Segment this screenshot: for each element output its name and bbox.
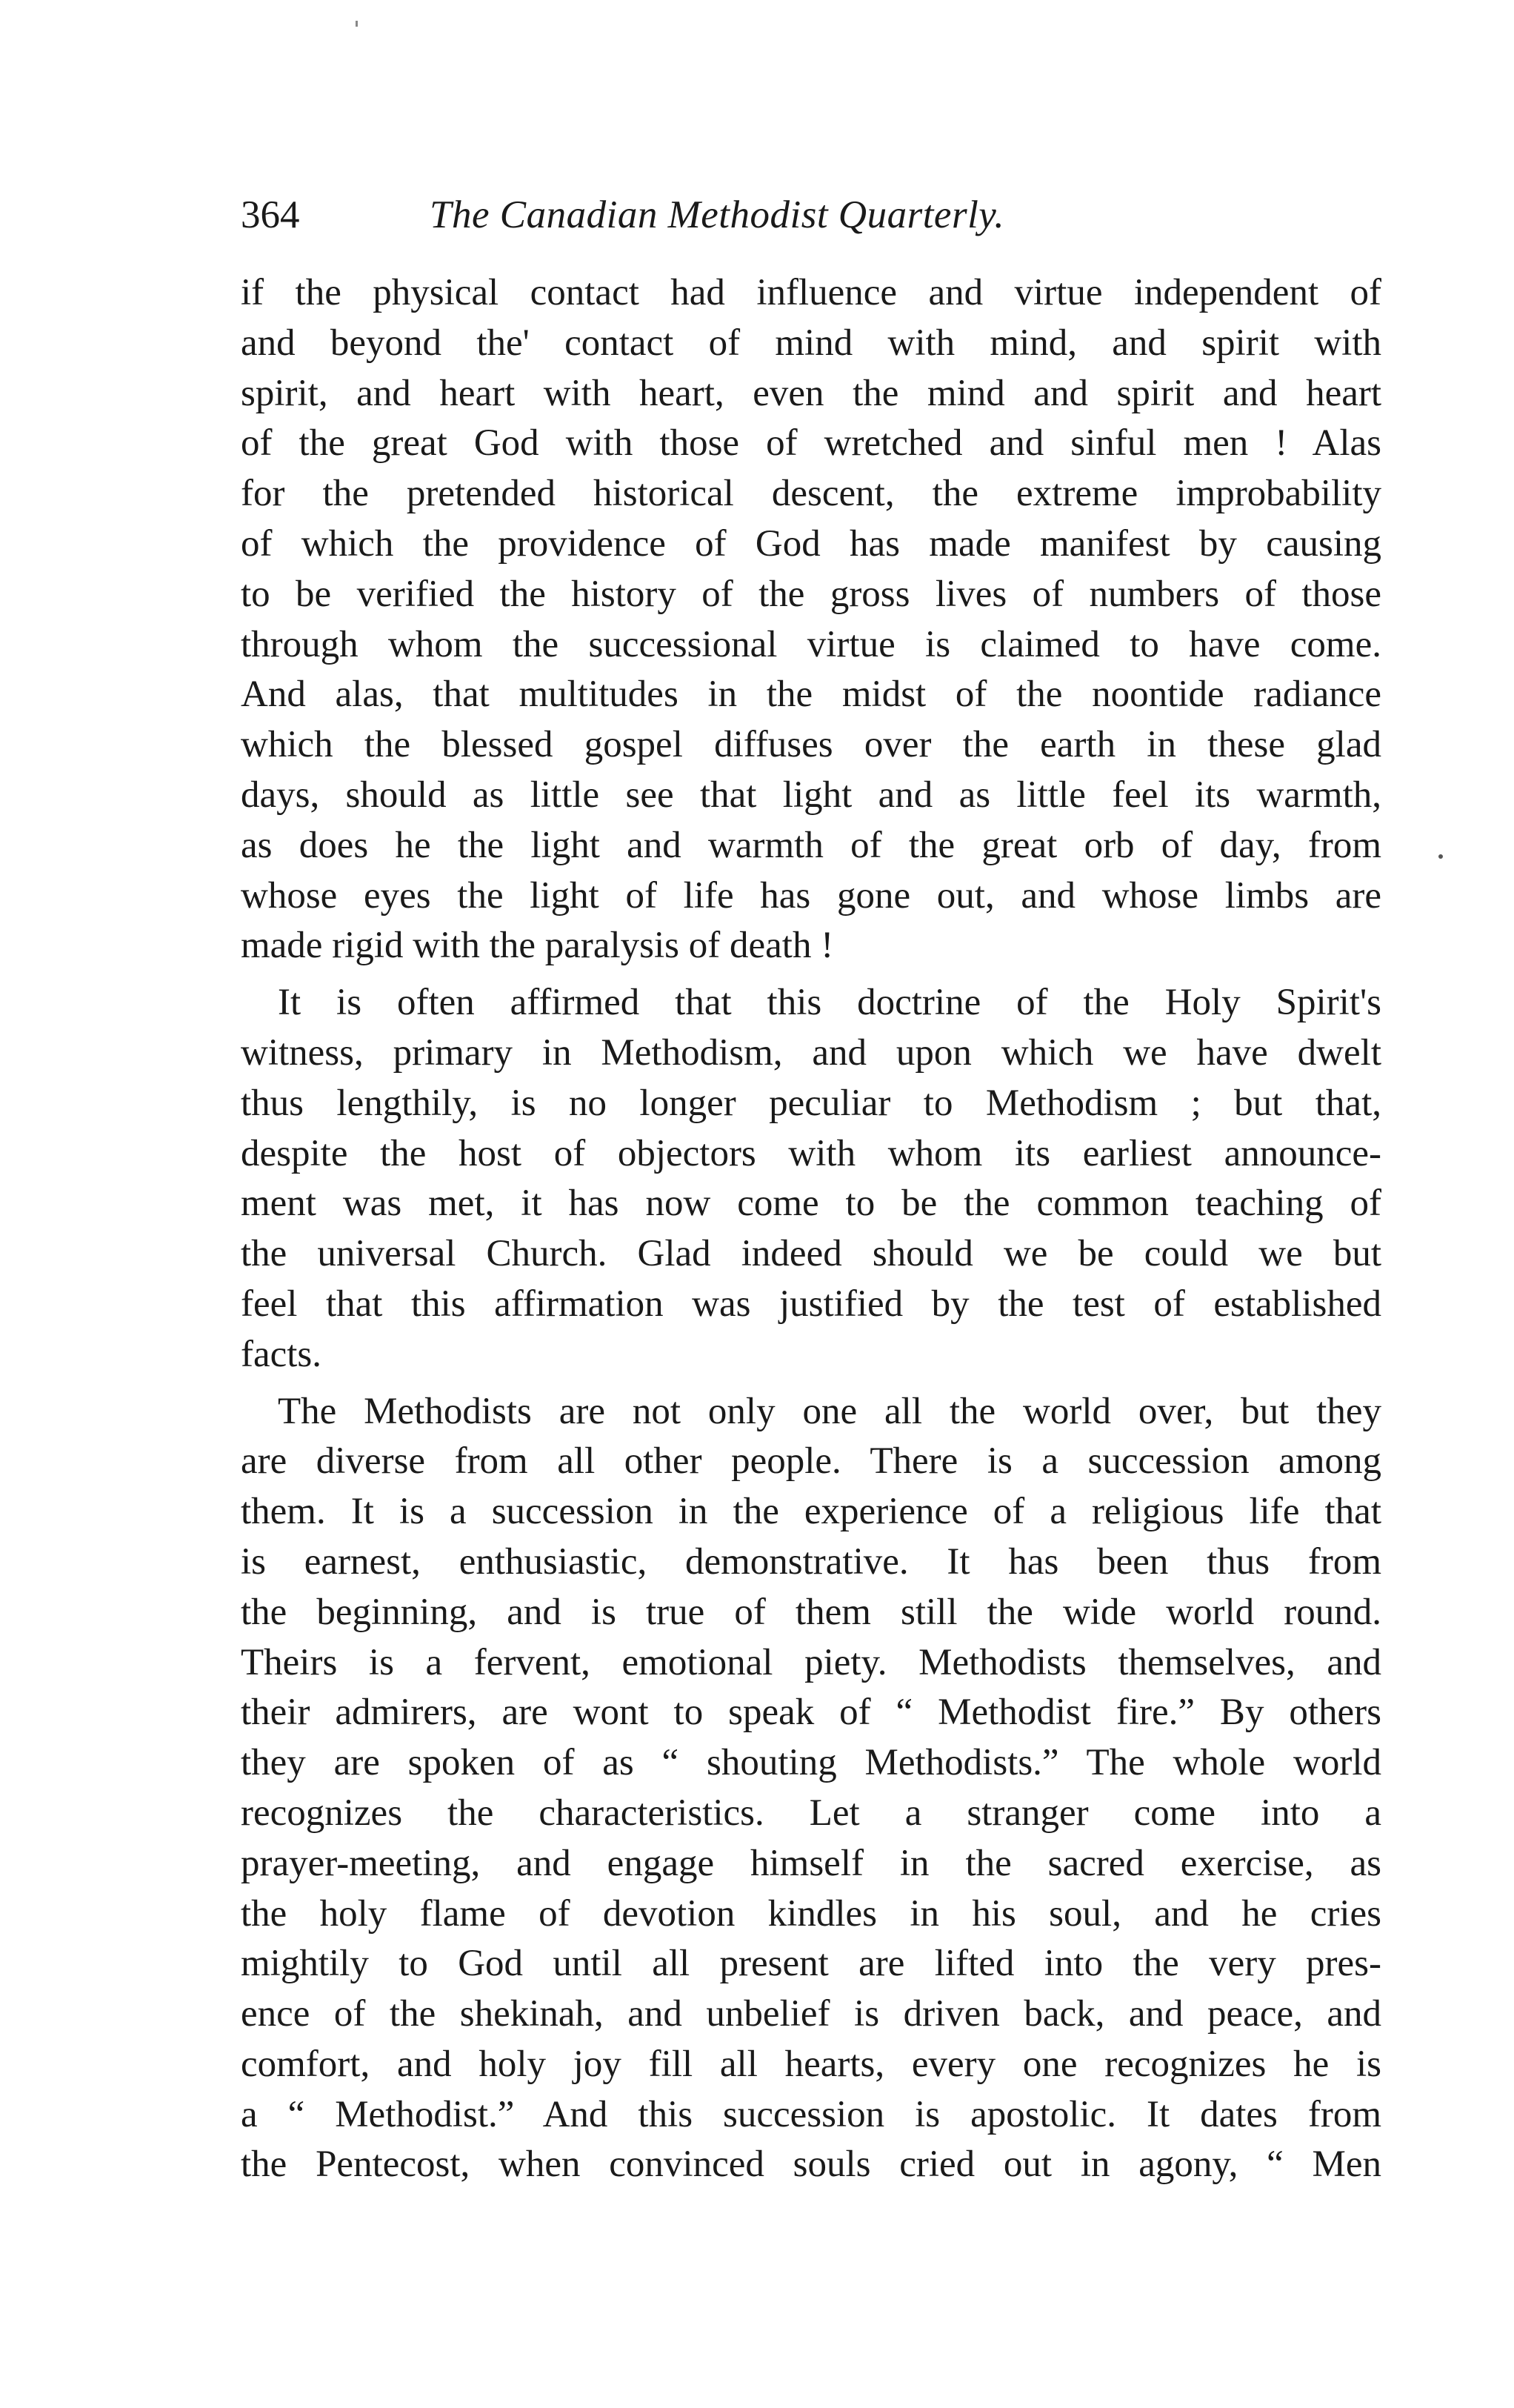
text-line: they are spoken of as “ shouting Methodists.” The whole world bbox=[241, 1742, 1381, 1784]
paragraph-continued bbox=[241, 871, 1381, 922]
text-line: their admirers, are wont to speak of “ Methodist fire.” By others bbox=[241, 1692, 1381, 1734]
paragraph-3 bbox=[241, 1638, 1381, 1689]
paragraph-3 bbox=[241, 1839, 1381, 1889]
text-line: which the blessed gospel diffuses over the earth in these glad bbox=[241, 724, 1381, 766]
text-line: And alas, that multitudes in the midst of the noontide radiance bbox=[241, 673, 1381, 716]
text-line: for the pretended historical descent, the extreme improbability bbox=[241, 473, 1381, 515]
paragraph-3 bbox=[241, 1989, 1381, 2040]
text-line: comfort, and holy joy fill all hearts, every one recognizes he is bbox=[241, 2043, 1381, 2085]
text-line: despite the host of objectors with whom its earliest announce- bbox=[241, 1132, 1381, 1174]
text-line: them. It is a succession in the experience of a religious life that bbox=[241, 1491, 1381, 1533]
paragraph-3 bbox=[241, 1789, 1381, 1839]
paragraph-continued bbox=[241, 419, 1381, 469]
paragraph-3 bbox=[241, 1537, 1381, 1588]
paragraph-2 bbox=[241, 1079, 1381, 1129]
paragraph-3 bbox=[241, 1889, 1381, 1940]
text-line: The Methodists are not only one all the world over, but they bbox=[278, 1390, 1381, 1432]
text-line: facts. bbox=[241, 1333, 322, 1375]
paragraph-3 bbox=[241, 1688, 1381, 1738]
paragraph-3 bbox=[241, 1738, 1381, 1789]
paragraph-continued bbox=[241, 620, 1381, 671]
text-line: recognizes the characteristics. Let a stranger come into a bbox=[241, 1792, 1381, 1834]
paragraph-2 bbox=[241, 1028, 1381, 1079]
paragraph-continued bbox=[241, 570, 1381, 620]
body-text bbox=[241, 268, 1381, 2190]
text-line: to be verified the history of the gross lives of numbers of those bbox=[241, 573, 1381, 615]
paragraph-continued bbox=[241, 519, 1381, 570]
text-line: as does he the light and warmth of the great orb of day, from bbox=[241, 824, 1381, 866]
text-line: and beyond the' contact of mind with mind, and spirit with bbox=[241, 322, 1381, 364]
text-line: the universal Church. Glad indeed should we be could we but bbox=[241, 1233, 1381, 1275]
paragraph-2 bbox=[241, 1129, 1381, 1180]
paragraph-3 bbox=[241, 2040, 1381, 2090]
text-line: of which the providence of God has made manifest by causing bbox=[241, 522, 1381, 565]
margin-speck bbox=[1438, 854, 1443, 859]
text-line: the Pentecost, when convinced souls cried out in agony, “ Men bbox=[241, 2143, 1381, 2186]
text-line: the holy flame of devotion kindles in his soul, and he cries bbox=[241, 1892, 1381, 1935]
text-line: ence of the shekinah, and unbelief is driven back, and peace, and bbox=[241, 1993, 1381, 2035]
paragraph-2 bbox=[241, 1330, 1381, 1380]
text-line: days, should as little see that light and as little feel its warmth, bbox=[241, 774, 1381, 816]
text-line: the beginning, and is true of them still the wide world round. bbox=[241, 1591, 1381, 1633]
text-line: It is often affirmed that this doctrine of the Holy Spirit's bbox=[278, 982, 1381, 1024]
text-line: made rigid with the paralysis of death ! bbox=[241, 925, 834, 967]
text-line: witness, primary in Methodism, and upon which we have dwelt bbox=[241, 1031, 1381, 1074]
text-line: is earnest, enthusiastic, demonstrative. It has been thus from bbox=[241, 1540, 1381, 1583]
text-line: spirit, and heart with heart, even the mind and spirit and heart bbox=[241, 372, 1381, 414]
paragraph-continued bbox=[241, 821, 1381, 871]
paragraph-continued bbox=[241, 268, 1381, 319]
text-line: feel that this affirmation was justified by the test of established bbox=[241, 1283, 1381, 1325]
paragraph-3 bbox=[241, 1437, 1381, 1487]
text-line: through whom the successional virtue is claimed to have come. bbox=[241, 623, 1381, 665]
running-head bbox=[241, 185, 1381, 245]
page-number: 364 bbox=[241, 193, 300, 236]
text-line: thus lengthily, is no longer peculiar to Methodism ; but that, bbox=[241, 1082, 1381, 1124]
paragraph-3 bbox=[241, 2090, 1381, 2141]
paragraph-3 bbox=[241, 1387, 1381, 1437]
text-line: whose eyes the light of life has gone out, and whose limbs are bbox=[241, 874, 1381, 917]
text-line: mightily to God until all present are lifted into the very pres- bbox=[241, 1943, 1381, 1985]
text-line: a “ Methodist.” And this succession is apostolic. It dates from bbox=[241, 2093, 1381, 2135]
paragraph-2 bbox=[241, 1280, 1381, 1330]
paragraph-continued bbox=[241, 771, 1381, 821]
text-line: Theirs is a fervent, emotional piety. Methodists themselves, and bbox=[241, 1641, 1381, 1683]
text-line: if the physical contact had influence and virtue independent of bbox=[241, 272, 1381, 313]
paragraph-3 bbox=[241, 2140, 1381, 2190]
paragraph-continued bbox=[241, 921, 1381, 971]
scan-speck bbox=[356, 21, 358, 27]
text-line: are diverse from all other people. There is a succession among bbox=[241, 1440, 1381, 1483]
paragraph-continued bbox=[241, 720, 1381, 771]
paragraph-3 bbox=[241, 1588, 1381, 1638]
paragraph-2 bbox=[241, 1229, 1381, 1280]
paragraph-2 bbox=[241, 1179, 1381, 1229]
text-line: of the great God with those of wretched and sinful men ! Alas bbox=[241, 422, 1381, 465]
paragraph-3 bbox=[241, 1487, 1381, 1537]
journal-title: The Canadian Methodist Quarterly. bbox=[430, 193, 1005, 236]
text-line: ment was met, it has now come to be the common teaching of bbox=[241, 1183, 1381, 1225]
paragraph-continued bbox=[241, 369, 1381, 419]
paragraph-continued bbox=[241, 670, 1381, 720]
paragraph-continued bbox=[241, 319, 1381, 369]
paragraph-continued bbox=[241, 469, 1381, 519]
paragraph-3 bbox=[241, 1939, 1381, 1989]
text-line: prayer-meeting, and engage himself in the sacred exercise, as bbox=[241, 1842, 1381, 1884]
paragraph-2 bbox=[241, 978, 1381, 1028]
